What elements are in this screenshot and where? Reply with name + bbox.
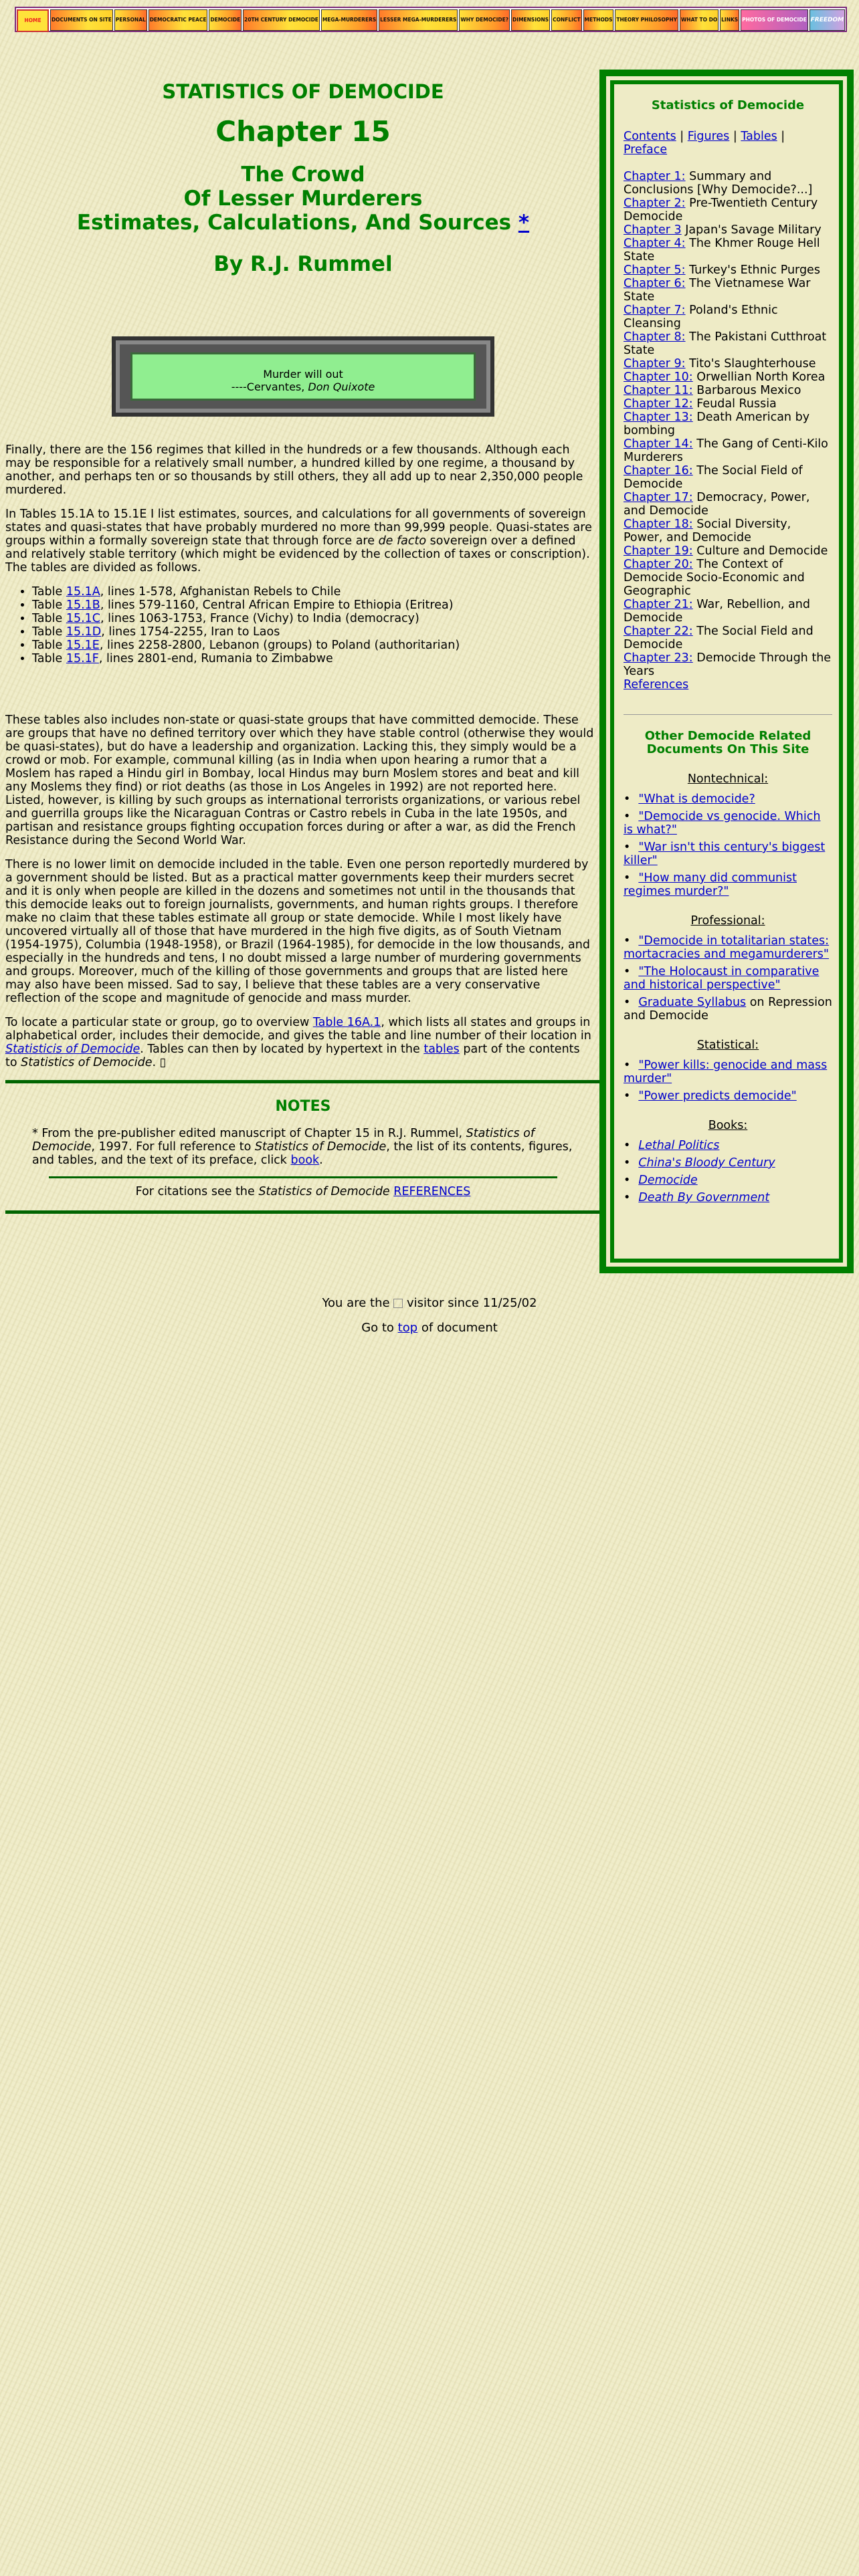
sidebar-doc-link[interactable]: Lethal Politics [638,1139,720,1152]
tables-list-item: • Table 15.1B, lines 579-1160, Central African Empire to Ethiopia (Eritrea) [32,599,601,612]
nav-button-mega-murderers[interactable]: MEGA-MURDERERS [321,9,377,31]
goto-top: Go to top of document [361,1321,498,1335]
footnote-star-link[interactable]: * [518,211,530,235]
chapter-link[interactable]: Chapter 16: [624,464,693,477]
chapter-list-item: Chapter 4: The Khmer Rouge Hell State [624,237,820,263]
paragraph-tables-intro: In Tables 15.1A to 15.1E I list estimates, sources, and calculations for all governments of sovereign states and quasi-states that have probably murdered no more than 99,999 people. Quasi-states are groups within a formally sovereign state that through force are de facto sovereign over a defined and relatively stable territory (which might be evidenced by the collection of taxes or conscription). The tables are divided as follows. [5,508,592,574]
paragraph-intro: Finally, there are the 156 regimes that killed in the hundreds or a few thousands. Although each may be responsible for a relatively small number, a hundred killed by one regime, a thousand by another, and perhaps ten or so thousands by still others, they all add up to near 2,350,000 people murdered. [5,443,583,497]
chapter-number: Chapter 15 [215,115,391,148]
sidebar-doc-item [624,965,832,992]
nav-button-20th-century-democide[interactable]: 20TH CENTURY DEMOCIDE [243,9,320,31]
chapter-link[interactable]: Chapter 6: [624,277,686,290]
tables-list-item: • Table 15.1F, lines 2801-end, Rumania to Zimbabwe [32,652,601,665]
chapter-link[interactable]: Chapter 18: [624,518,693,531]
chapter-list-item: Chapter 21: War, Rebellion, and Democide [624,598,810,625]
chapter-list-item: Chapter 11: Barbarous Mexico [624,384,801,397]
professional-list [624,934,832,1023]
table-link[interactable]: 15.1B [66,599,100,612]
nav-button-links[interactable]: LINKS [720,9,739,31]
sidebar-frame [599,70,854,1273]
notes-divider-top [5,1080,601,1083]
chapter-link[interactable]: Chapter 13: [624,411,693,424]
nav-button-methods[interactable]: METHODS [583,9,614,31]
chapter-link[interactable]: Chapter 19: [624,544,693,558]
table-link[interactable]: 15.1E [66,639,100,652]
series-title: STATISTICS OF DEMOCIDE [162,80,444,103]
chapter-list [624,170,832,678]
table-link[interactable]: 15.1F [66,652,99,665]
visitor-counter: You are the visitor since 11/25/02 [322,1296,537,1310]
quote-box [130,352,476,401]
sidebar [614,84,839,1259]
sidebar-doc-link[interactable]: "The Holocaust in comparative and historical perspective" [624,965,820,992]
top-link[interactable]: top [397,1321,418,1335]
sidebar-doc-item [624,792,832,806]
tables-link[interactable]: tables [423,1043,460,1056]
preface-link[interactable]: Preface [624,143,668,156]
chapter-link[interactable]: Chapter 2: [624,197,686,210]
books-list [624,1139,832,1204]
chapter-list-item: Chapter 7: Poland's Ethnic Cleansing [624,304,778,330]
chapter-link[interactable]: Chapter 11: [624,384,693,397]
quote-text: Murder will out [263,368,343,381]
tables-list-item: • Table 15.1D, lines 1754-2255, Iran to Laos [32,625,601,639]
chapter-title-line1: The Crowd [241,163,365,187]
professional-heading: Professional: [690,914,765,928]
nav-button-dimensions[interactable]: DIMENSIONS [511,9,550,31]
chapter-list-item: Chapter 13: Death American by bombing [624,411,810,437]
books-heading: Books: [708,1119,748,1132]
chapter-link[interactable]: Chapter 14: [624,437,693,451]
references-link[interactable]: REFERENCES [393,1185,471,1198]
nontechnical-heading: Nontechnical: [687,772,769,786]
notes-title: NOTES [275,1098,331,1115]
sidebar-doc-item [624,871,832,898]
nav-button-documents-on-site[interactable]: DOCUMENTS ON SITE [50,9,113,31]
sidebar-doc-item [624,1191,832,1204]
footer [0,1296,859,1346]
nav-button-why-democide[interactable]: WHY DEMOCIDE? [459,9,510,31]
chapter-link[interactable]: Chapter 8: [624,330,686,344]
statistics-of-democide-link[interactable]: Statisticis of Democide [5,1043,140,1056]
chapter-list-item: Chapter 10: Orwellian North Korea [624,370,826,384]
chapter-title-line3: Estimates, Calculations, And Sources [76,211,512,235]
paragraph-locate: To locate a particular state or group, go to overview Table 16A.1, which lists all states and groups in alphabetical order, includes their democide, and gives the table and line number of their location in Statisticis of Democide. Tables can then by located by hypertext in the tables part of the contents to Statistics of Democide. ▯ [5,1016,591,1069]
paragraph-nonstate-groups: These tables also includes non-state or quasi-state groups that have committed democide. These are groups that have no defined territory over which they have stable control (otherwise they would be quasi-states), but do have a leadership and organization. Lacking this, they simply would be a crowd or mob. For example, communal killing (as in India when upon hearing a rumor that a Moslem has raped a Hindu girl in Bombay, local Hindus may burn Moslem stores and beat and kill any Moslems they find) or riot deaths (as those in Los Angeles in 1992) are not reported here. Listed, however, is killing by such groups as international terrorists organizations, or various rebel and guerrilla groups like the Nicaraguan Contras or Castro rebels in Cuba in the late 1950s, and partisan and resistance groups fighting occupation forces during or after a war, as did the French Resistance during the Second World War. [5,714,594,847]
sidebar-doc-item [624,810,832,837]
paragraph-lower-limit: There is no lower limit on democide included in the table. Even one person reportedly murdered by a government should be listed. But as a practical matter governments keep their murders secret and it is only when people are killed in the dozens and sometimes not until in the thousands that this democide leaks out to foreign journalists, governments, and human rights groups. I therefore make no claim that these tables estimate all group or state democide. While I most likely have uncovered virtually all of those that have murdered in the high five digits, as of South Vietnam (1954-1975), Columbia (1948-1958), or Brazil (1964-1985), for democide in the low thousands, and especially in the hundreds and tens, I no doubt missed a large number of murdering governments and groups. Moreover, much of the killing of those governments and groups that are listed here may also have been missed. Sad to say, I believe that these tables are a very conservative reflection of the scope and magnitude of genocide and mass murder. [5,858,590,1005]
nav-button-what-to-do[interactable]: WHAT TO DO [680,9,719,31]
tables-index-link[interactable]: Tables [741,130,777,143]
sidebar-doc-link[interactable]: "Democide in totalitarian states: mortacracies and megamurderers" [624,934,830,961]
quote-frame [112,336,494,417]
chapter-list-item: Chapter 16: The Social Field of Democide [624,464,803,491]
sidebar-doc-link[interactable]: Death By Government [638,1191,770,1204]
sidebar-separator [624,714,832,715]
citation-divider [49,1176,557,1178]
chapter-link[interactable]: Chapter 10: [624,370,693,384]
chapter-list-item: Chapter 19: Culture and Democide [624,544,828,558]
chapter-list-item: Chapter 6: The Vietnamese War State [624,277,811,304]
chapter-link[interactable]: Chapter 5: [624,263,686,277]
sidebar-doc-item [624,1139,832,1152]
nav-button-democide[interactable]: DEMOCIDE [209,9,242,31]
sidebar-doc-item [624,934,832,961]
chapter-link[interactable]: Chapter 12: [624,397,693,411]
chapter-list-item: Chapter 17: Democracy, Power, and Democide [624,491,810,518]
sidebar-doc-item [624,841,832,867]
nav-button-democratic-peace[interactable]: DEMOCRATIC PEACE [149,9,208,31]
table-link[interactable]: 15.1A [66,585,100,599]
site-nav-bar [15,7,847,32]
chapter-list-item: Chapter 9: Tito's Slaughterhouse [624,357,816,370]
tables-list-item: • Table 15.1E, lines 2258-2800, Lebanon (groups) to Poland (authoritarian) [32,639,601,652]
chapter-list-item: Chapter 12: Feudal Russia [624,397,777,411]
chapter-list-item: Chapter 22: The Social Field and Democide [624,625,814,651]
sidebar-doc-item [624,1089,832,1103]
statistical-list [624,1059,832,1103]
footnote: * From the pre-publisher edited manuscript of Chapter 15 in R.J. Rummel, Statistics of Democide, 1997. For full reference to Statistics of Democide, the list of its contents, figures, and tables, and the text of its preface, click book. [32,1127,573,1167]
chapter-link[interactable]: Chapter 7: [624,304,686,317]
tables-list-item: • Table 15.1A, lines 1-578, Afghanistan Rebels to Chile [32,585,601,599]
citation-line: For citations see the Statistics of Democide REFERENCES [135,1185,471,1198]
contents-link[interactable]: Contents [624,130,676,143]
tables-list [5,585,601,665]
sidebar-title: Statistics of Democide [651,98,805,112]
table-link[interactable]: 15.1C [66,612,101,625]
chapter-list-item: Chapter 18: Social Diversity, Power, and Democide [624,518,791,544]
sidebar-top-links: Contents | Figures | Tables | Preface [624,130,785,156]
quote-attribution: ----Cervantes, Don Quixote [231,381,375,393]
book-link[interactable]: book [290,1154,320,1167]
chapter-link[interactable]: Chapter 22: [624,625,693,638]
tables-list-item: • Table 15.1C, lines 1063-1753, France (Vichy) to India (democracy) [32,612,601,625]
chapter-list-item: Chapter 3 Japan's Savage Military [624,223,822,237]
chapter-list-item: Chapter 5: Turkey's Ethnic Purges [624,263,820,277]
nav-button-lesser-mega-murderers[interactable]: LESSER MEGA-MURDERERS [379,9,458,31]
table-link[interactable]: 15.1D [66,625,102,639]
chapter-link[interactable]: Chapter 3 [624,223,682,237]
author-byline: By R.J. Rummel [213,252,393,276]
chapter-link[interactable]: Chapter 21: [624,598,693,611]
sidebar-doc-link[interactable]: "Power kills: genocide and mass murder" [624,1059,828,1085]
other-documents-title: Other Democide Related Documents On This Site [644,729,812,756]
chapter-title-line2: Of Lesser Murderers [183,187,423,211]
chapter-list-item: Chapter 1: Summary and Conclusions [Why Democide?...] [624,170,813,197]
sidebar-doc-link[interactable]: "Power predicts democide" [638,1089,797,1103]
sidebar-doc-link[interactable]: Graduate Syllabus [638,996,747,1009]
figures-link[interactable]: Figures [687,130,730,143]
counter-image-icon [393,1299,403,1308]
chapter-link[interactable]: Chapter 4: [624,237,686,250]
sidebar-references-link[interactable]: References [624,678,689,691]
sidebar-doc-item [624,1156,832,1170]
chapter-link[interactable]: Chapter 9: [624,357,686,370]
sidebar-doc-link[interactable]: "Democide vs genocide. Which is what?" [624,810,821,837]
chapter-list-item: Chapter 14: The Gang of Centi-Kilo Murderers [624,437,828,464]
nav-button-theory-philosophy[interactable]: THEORY PHILOSOPHY [615,9,678,31]
sidebar-doc-link[interactable]: China's Bloody Century [638,1156,775,1170]
chapter-title [5,163,601,235]
nav-button-photos-of-democide[interactable]: PHOTOS OF DEMOCIDE [741,9,808,31]
nav-button-home[interactable]: HOME [17,9,49,32]
sidebar-doc-link[interactable]: "War isn't this century's biggest killer" [624,841,826,867]
chapter-link[interactable]: Chapter 20: [624,558,693,571]
chapter-link[interactable]: Chapter 23: [624,651,693,665]
sidebar-doc-link[interactable]: Democide [638,1174,698,1187]
sidebar-doc-item [624,1174,832,1187]
nav-button-freedom[interactable]: FREEDOM [809,9,845,31]
statistical-heading: Statistical: [696,1039,759,1052]
nontechnical-list [624,792,832,898]
nav-button-personal[interactable]: PERSONAL [114,9,147,31]
chapter-list-item: Chapter 8: The Pakistani Cutthroat State [624,330,827,357]
chapter-link[interactable]: Chapter 1: [624,170,686,183]
sidebar-doc-link[interactable]: "What is democide? [638,792,755,806]
chapter-list-item: Chapter 20: The Context of Democide Socio-Economic and Geographic [624,558,805,598]
sidebar-doc-item [624,1059,832,1085]
chapter-link[interactable]: Chapter 17: [624,491,693,504]
main-content [5,80,601,1214]
nav-button-conflict[interactable]: CONFLICT [551,9,581,31]
sidebar-doc-link[interactable]: "How many did communist regimes murder?" [624,871,797,898]
table-16a1-link[interactable]: Table 16A.1 [312,1016,381,1029]
chapter-list-item: Chapter 23: Democide Through the Years [624,651,832,678]
notes-divider-bottom [5,1210,601,1214]
chapter-list-item: Chapter 2: Pre-Twentieth Century Democide [624,197,818,223]
sidebar-doc-item: • Graduate Syllabus on Repression and Democide [624,996,832,1023]
